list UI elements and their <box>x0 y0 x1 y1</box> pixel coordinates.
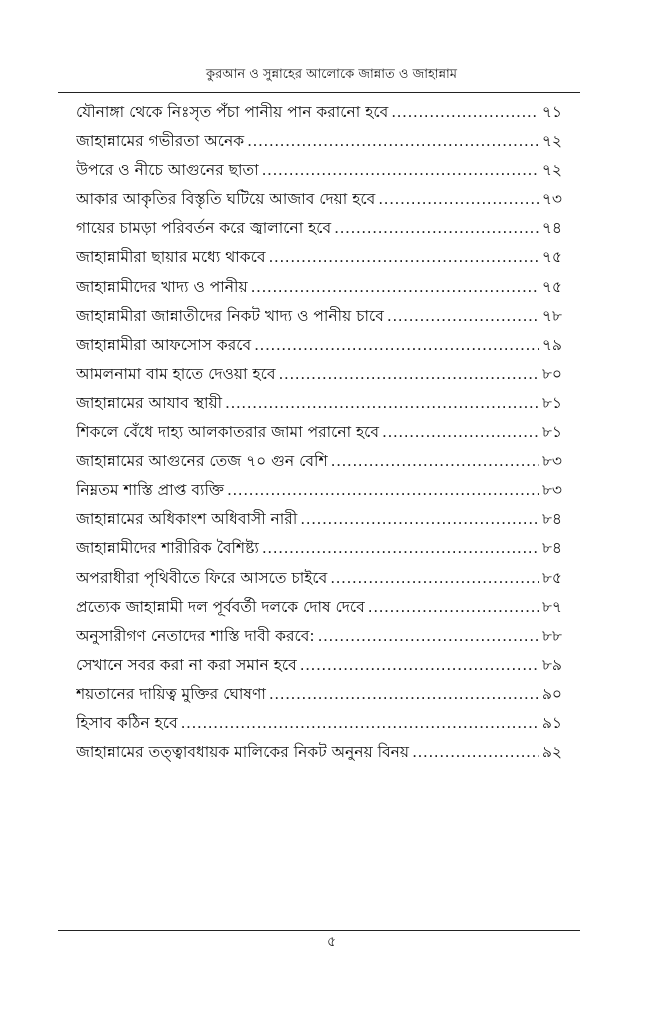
toc-entry <box>76 302 562 331</box>
toc-entry <box>76 185 562 214</box>
table-of-contents <box>76 98 562 767</box>
toc-entry-page: ৯২ <box>541 743 562 762</box>
toc-entry-page: ৮৪ <box>541 510 562 529</box>
toc-entry-page: ৮১ <box>541 393 562 412</box>
toc-leader-dots <box>368 593 539 622</box>
toc-entry <box>76 709 562 738</box>
toc-entry-title: জাহান্নামের আযাব স্থায়ী <box>76 393 223 412</box>
toc-entry <box>76 98 562 127</box>
toc-leader-dots <box>391 98 539 127</box>
toc-leader-dots <box>300 505 539 534</box>
toc-leader-dots <box>225 389 539 418</box>
toc-entry-page: ৮৫ <box>541 568 562 587</box>
toc-leader-dots <box>334 214 539 243</box>
toc-entry-title: উপরে ও নীচে আগুনের ছাতা <box>76 161 259 180</box>
toc-entry-title: আকার আকৃতির বিস্তৃতি ঘটিয়ে আজাব দেয়া হবে <box>76 190 376 209</box>
toc-leader-dots <box>300 651 539 680</box>
toc-entry-page: ৯১ <box>541 713 562 732</box>
toc-entry-page: ৮১ <box>541 423 562 442</box>
toc-entry-title: জাহান্নামীরা ছায়ার মধ্যে থাকবে <box>76 248 266 267</box>
toc-entry <box>76 447 562 476</box>
toc-entry-title: আমলনামা বাম হাতে দেওয়া হবে <box>76 364 276 383</box>
toc-entry-title: জাহান্নামের আগুনের তেজ ৭০ গুন বেশি <box>76 452 328 471</box>
header-divider <box>58 92 580 93</box>
toc-entry <box>76 593 562 622</box>
toc-leader-dots <box>318 622 539 651</box>
toc-entry-title: প্রত্যেক জাহান্নামী দল পূর্ববর্তী দলকে দোষ দেবে <box>76 597 365 616</box>
toc-leader-dots <box>227 476 539 505</box>
toc-entry-title: অনুসারীগণ নেতাদের শাস্তি দাবী করবে: <box>76 626 315 645</box>
toc-entry-title: শিকলে বেঁধে দাহ্য আলকাতরার জামা পরানো হবে <box>76 423 380 442</box>
toc-entry-title: জাহান্নামের অধিকাংশ অধিবাসী নারী <box>76 510 298 529</box>
toc-leader-dots <box>278 360 538 389</box>
toc-entry <box>76 214 562 243</box>
toc-entry-title: হিসাব কঠিন হবে <box>76 713 178 732</box>
toc-leader-dots <box>387 302 539 331</box>
toc-leader-dots <box>262 534 539 563</box>
toc-entry <box>76 156 562 185</box>
toc-entry <box>76 360 562 389</box>
toc-entry <box>76 273 562 302</box>
toc-entry <box>76 389 562 418</box>
toc-entry-title: জাহান্নামের গভীরতা অনেক <box>76 132 245 151</box>
toc-entry-title: জাহান্নামীরা আফসোস করবে <box>76 335 252 354</box>
toc-entry-page: ৮৯ <box>541 655 562 674</box>
toc-entry <box>76 622 562 651</box>
toc-entry-title: যৌনাঙ্গা থেকে নিঃসৃত পঁচা পানীয় পান করানো হবে <box>76 103 389 121</box>
toc-entry <box>76 738 562 767</box>
toc-entry-page: ৭৩ <box>541 190 562 209</box>
toc-entry <box>76 505 562 534</box>
toc-entry <box>76 243 562 272</box>
toc-leader-dots <box>262 156 539 185</box>
toc-entry-title: গায়ের চামড়া পরিবর্তন করে জ্বালানো হবে <box>76 219 332 238</box>
toc-entry-page: ৭৫ <box>541 248 562 267</box>
toc-entry-page: ৮৮ <box>541 626 562 645</box>
footer-divider <box>58 930 580 931</box>
toc-entry <box>76 418 562 447</box>
toc-entry-page: ৭১ <box>541 103 562 121</box>
toc-entry-title: শয়তানের দায়িত্ব মুক্তির ঘোষণা <box>76 684 266 703</box>
toc-entry-page: ৮৩ <box>541 481 562 500</box>
toc-leader-dots <box>331 447 539 476</box>
toc-entry <box>76 476 562 505</box>
toc-leader-dots <box>254 331 539 360</box>
toc-leader-dots <box>382 418 539 447</box>
toc-leader-dots <box>330 564 539 593</box>
toc-entry <box>76 127 562 156</box>
toc-entry-page: ৭২ <box>541 132 562 151</box>
toc-entry-title: জাহান্নামের তত্ত্বাবধায়ক মালিকের নিকট অনুনয় বিনয় <box>76 743 410 762</box>
toc-leader-dots <box>378 185 539 214</box>
toc-entry-page: ৭২ <box>541 161 562 180</box>
toc-entry <box>76 564 562 593</box>
toc-entry <box>76 680 562 709</box>
toc-leader-dots <box>269 680 539 709</box>
page-number: ৫ <box>326 934 337 950</box>
toc-entry-title: অপরাধীরা পৃথিবীতে ফিরে আসতে চাইবে <box>76 568 328 587</box>
toc-entry-page: ৮০ <box>541 364 562 383</box>
toc-entry-title: সেখানে সবর করা না করা সমান হবে <box>76 655 297 674</box>
toc-entry-page: ৯০ <box>541 684 562 703</box>
toc-entry-title: জাহান্নামীরা জান্নাতীদের নিকট খাদ্য ও পানীয় চাবে <box>76 306 384 325</box>
toc-entry-page: ৭৫ <box>541 277 562 296</box>
toc-entry-title: জাহান্নামীদের শারীরিক বৈশিষ্ট্য <box>76 539 259 558</box>
toc-entry-page: ৮৭ <box>541 597 562 616</box>
toc-entry-title: নিম্নতম শাস্তি প্রাপ্ত ব্যক্তি <box>76 481 224 500</box>
toc-leader-dots <box>181 709 539 738</box>
toc-entry-page: ৮৪ <box>541 539 562 558</box>
toc-entry-page: ৭৮ <box>541 306 562 325</box>
toc-entry <box>76 651 562 680</box>
toc-entry <box>76 534 562 563</box>
toc-entry-page: ৭৯ <box>541 335 562 354</box>
running-header: কুরআন ও সুন্নাহের আলোকে জান্নাত ও জাহান্নাম <box>205 67 457 82</box>
toc-leader-dots <box>247 127 539 156</box>
toc-entry-page: ৭৪ <box>541 219 562 238</box>
toc-leader-dots <box>251 273 539 302</box>
toc-entry-title: জাহান্নামীদের খাদ্য ও পানীয় <box>76 277 248 296</box>
toc-entry-page: ৮৩ <box>541 452 562 471</box>
toc-entry <box>76 331 562 360</box>
toc-leader-dots <box>268 243 538 272</box>
toc-leader-dots <box>412 738 539 767</box>
